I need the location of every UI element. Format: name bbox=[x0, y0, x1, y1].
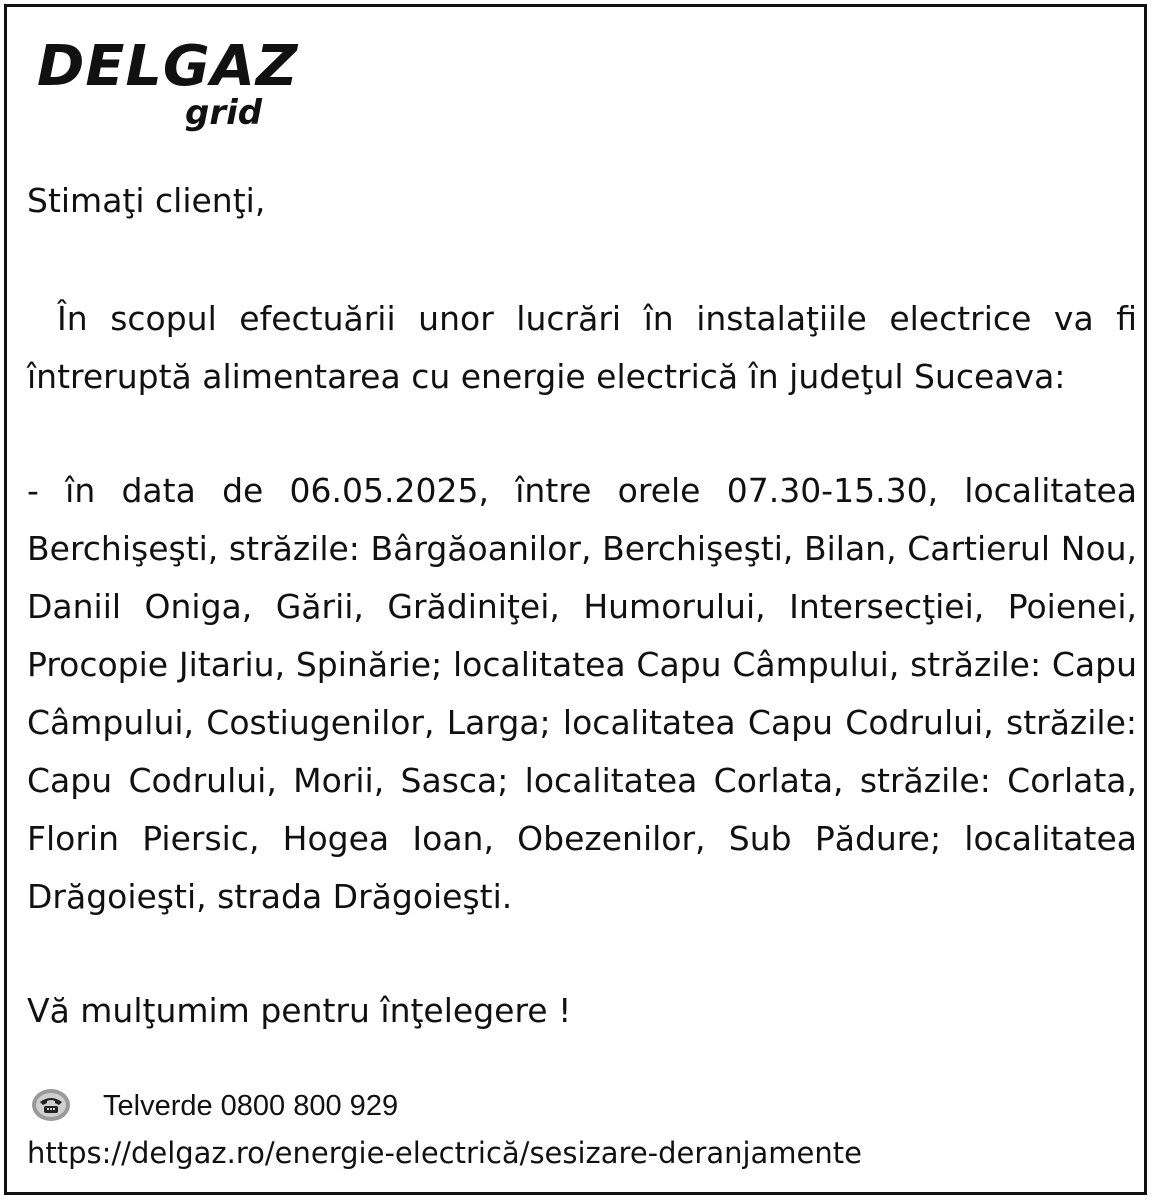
thanks-line: Vă mulţumim pentru înţelegere ! bbox=[27, 991, 572, 1030]
phone-contact bbox=[29, 1085, 629, 1127]
notice-frame bbox=[4, 4, 1147, 1195]
phone-icon bbox=[31, 1088, 71, 1122]
website-link[interactable]: https://delgaz.ro/energie-electrică/sesizare-deranjamente bbox=[27, 1136, 862, 1170]
greeting: Stimaţi clienţi, bbox=[27, 181, 266, 220]
phone-number: Telverde 0800 800 929 bbox=[103, 1090, 399, 1122]
outage-details: - în data de 06.05.2025, între orele 07.30-15.30, localitatea Berchişeşti, străzile: Bârgăoanilor, Berchişeşti, Bilan, Cartierul Nou, Daniil Oniga, Gării, Grădiniţei, Humorului, Intersecţiei, Poienei, Procopie Jitariu, Spinărie; localitatea Capu Câmpului, străzile: Capu Câmpului, Costiugenilor, Larga; localitatea Capu Codrului, străzile: Capu Codrului, Morii, Sasca; localitatea Corlata, străzile: Corlata, Florin Piersic, Hogea Ioan, Obezenilor, Sub Pădure; localitatea Drăgoieşti, strada Drăgoieşti. bbox=[27, 471, 1137, 916]
logo-wordmark: DELGAZ bbox=[37, 34, 299, 99]
intro-paragraph: În scopul efectuării unor lucrări în instalaţiile electrice va fi întreruptă alimentarea cu energie electrică în judeţul Suceava: bbox=[27, 299, 1137, 396]
logo-subtitle: grid bbox=[185, 93, 263, 133]
delgaz-grid-logo bbox=[37, 35, 297, 135]
